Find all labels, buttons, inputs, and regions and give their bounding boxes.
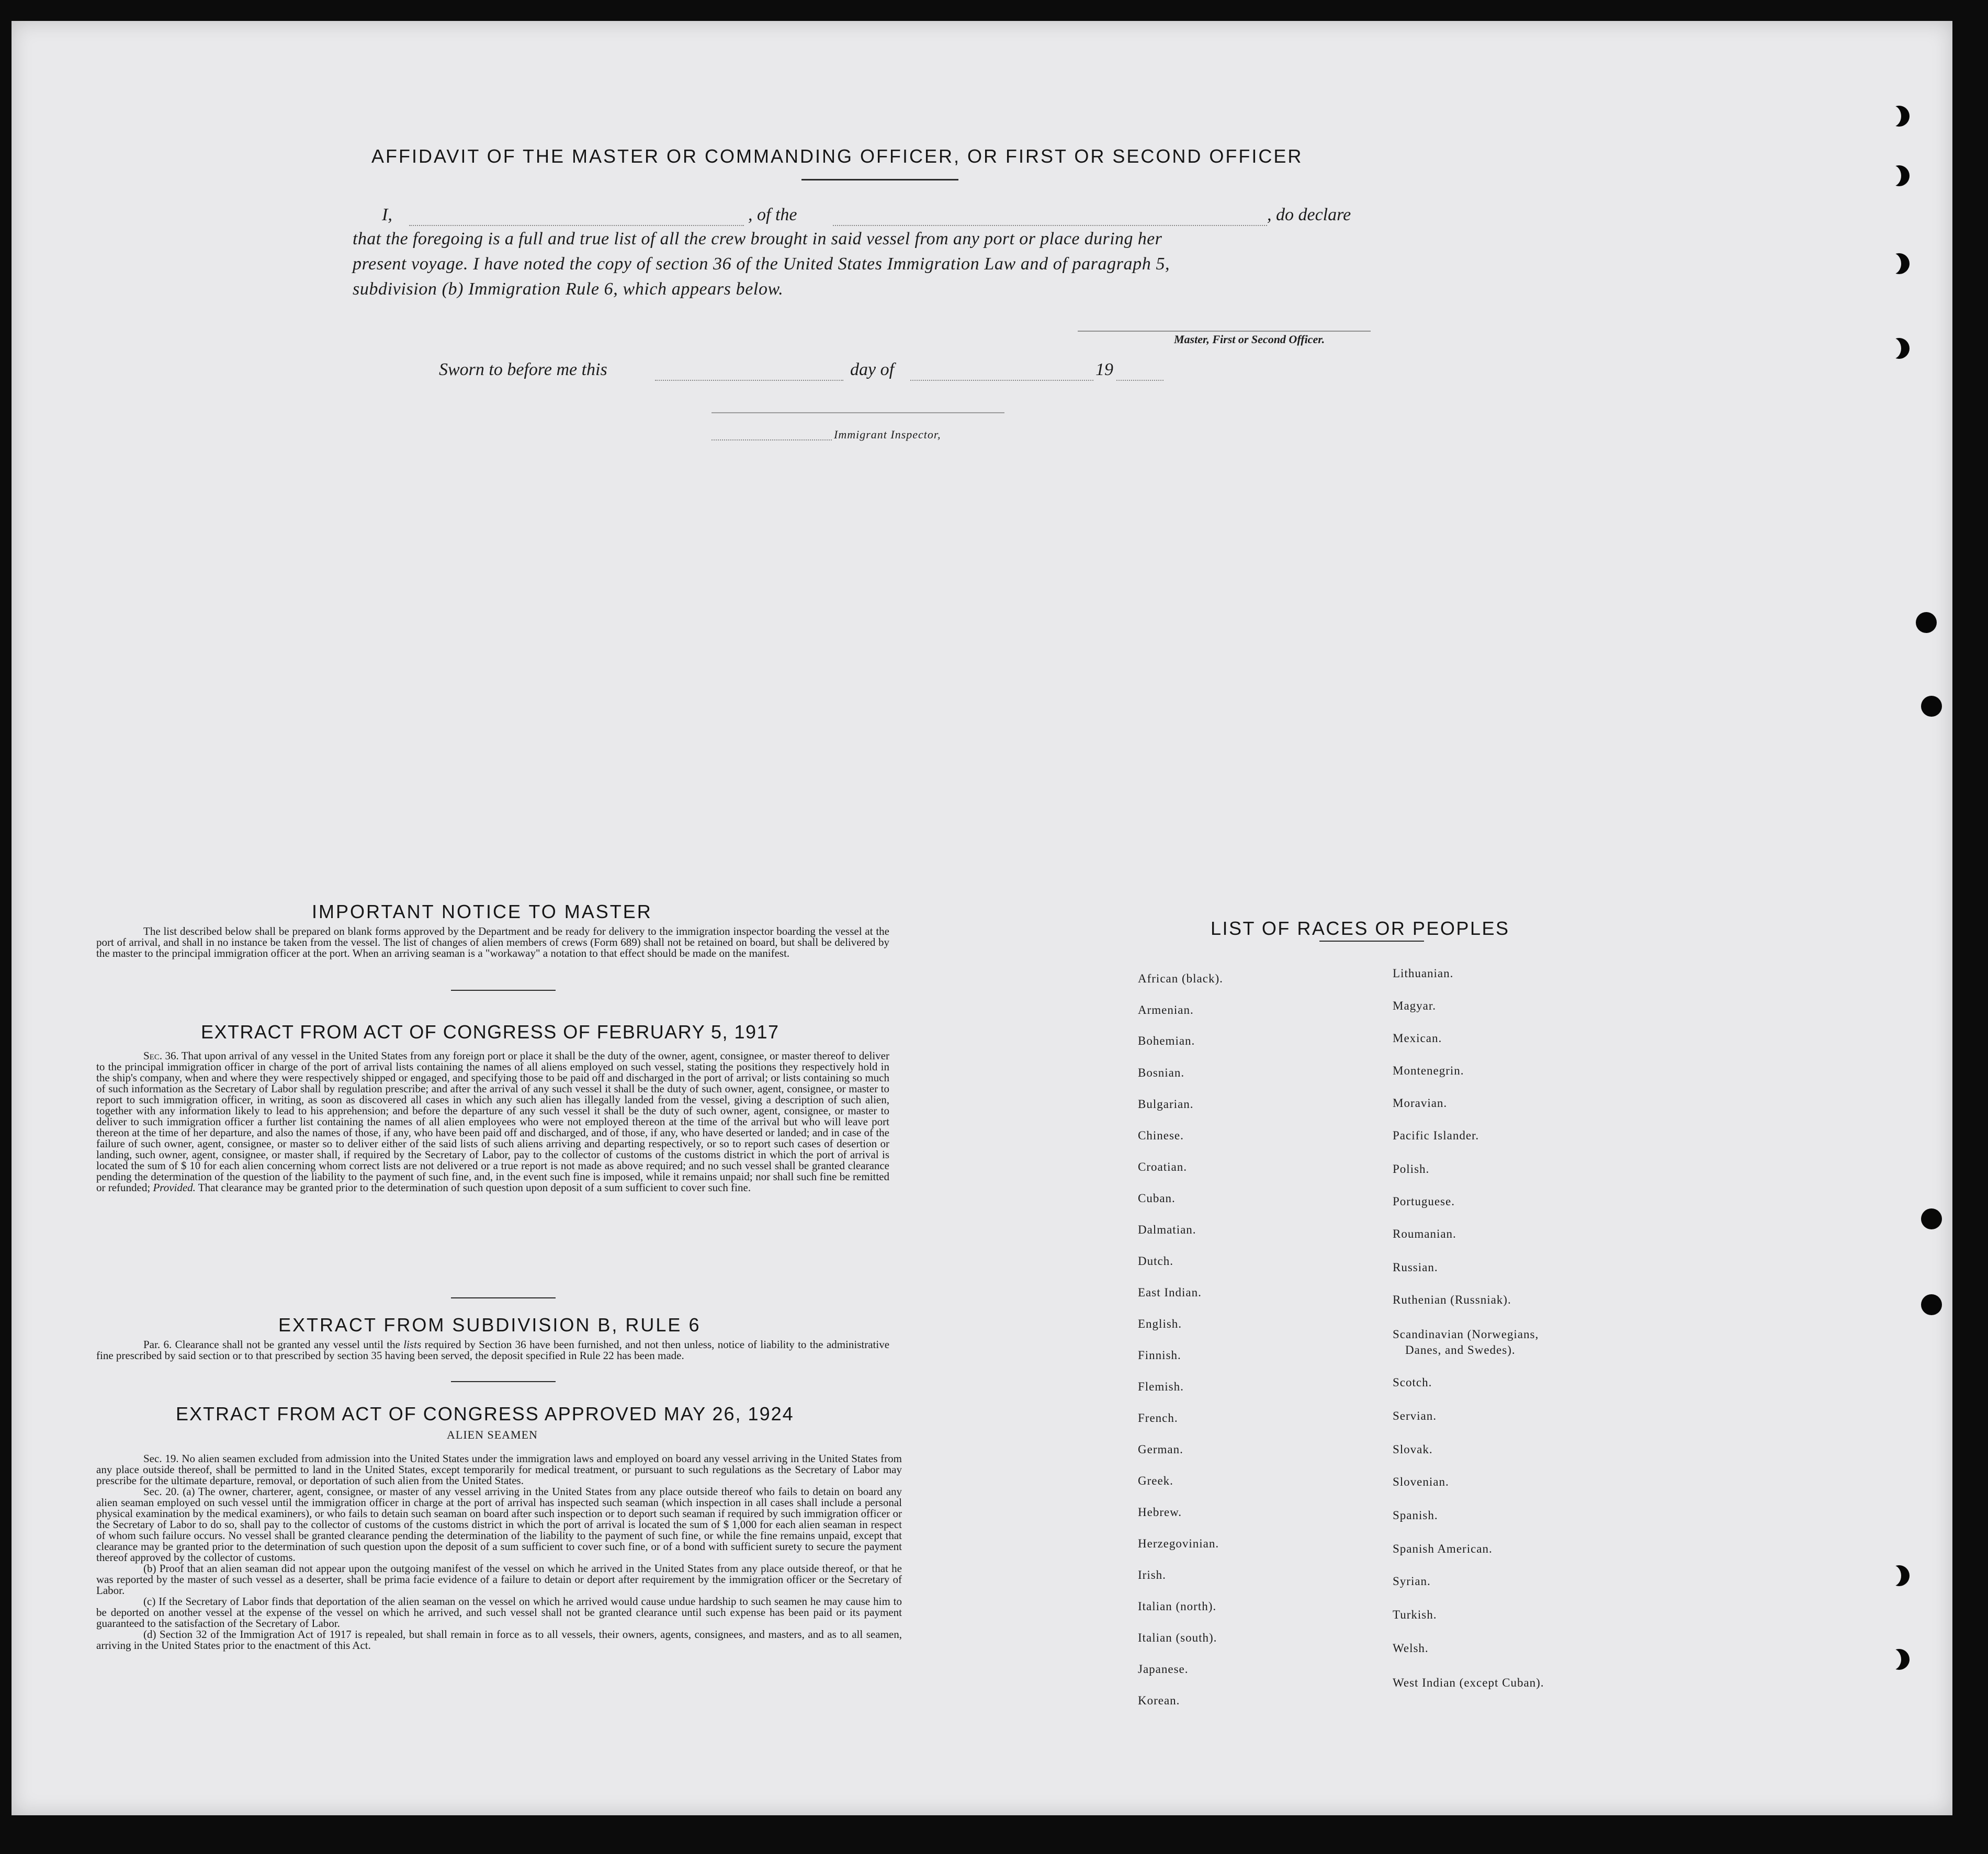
sec-20-c: (c) If the Secretary of Labor finds that deportation of the alien seaman on the vessel on which he arrived would cause undue hardship to such seamen he may cause him to be deported on another vessel at the expense of the vessel on which he arrived, and such vessel shall not be granted clearance until such expense has been paid or its payment guaranteed to the satisfaction of the Secretary of Labor. (96, 1595, 902, 1630)
race-item: Magyar. (1393, 999, 1437, 1012)
punch-hole (1889, 253, 1910, 274)
race-item: Mexican. (1393, 1032, 1442, 1045)
rule-6-text-b: required by Section 36 have been furnished, and not then unless, notice of liability to the administrative fine prescribed by said section or to that prescribed by section 35 having been served, the deposit specified in Rule 22 has been made. (96, 1338, 890, 1362)
race-item: Korean. (1138, 1694, 1180, 1707)
affidavit-line-3: present voyage. I have noted the copy of section 36 of the United States Immigration Law and of paragraph 5, (353, 254, 1170, 274)
affidavit-line-1 (382, 205, 392, 225)
affidavit-i: I, (382, 205, 392, 224)
extract-1917-rule (451, 1297, 556, 1298)
race-item: Pacific Islander. (1393, 1129, 1479, 1142)
race-item: Roumanian. (1393, 1227, 1456, 1240)
races-title-rule (1319, 941, 1424, 942)
sec-36-body: That upon arrival of any vessel in the United States from any foreign port or place it shall be the duty of the owner, agent, consignee, or master thereof to deliver to the principal immigration officer in charge of the port of arrival lists containing the names of all aliens employed on such vessel, stating the positions they respectively hold in the ship's company, when and where they were respectively shipped or engaged, and specifying those to be paid off and discharged in the port of arrival; or lists containing so much of such information as the Secretary of Labor shall by regulation prescribe; and after the arrival of any such vessel it shall be the duty of such owner, agent, consignee, or master to report to such immigration officer, in writing, as soon as discovered all cases in which any such alien has illegally landed from the vessel, giving a description of such alien, together with any information likely to lead to his apprehension; and before the departure of any such vessel it shall be the duty of such owner, agent, consignee, or master to deliver to such immigration officer a further list containing the names of all alien employees who were not employed thereon at the time of the arrival but who will leave port thereon at the time of her departure, and also the names of those, if any, who have been paid off and discharged, and of those, if any, who have deserted or landed; and in case of the failure of such owner, agent, consignee, or master so to deliver either of the said lists of such aliens arriving and departing respectively, or so to report such cases of desertion or landing, such owner, agent, consignee, or master shall, if required by the Secretary of Labor, pay to the collector of customs of the customs district in which the port of arrival is located the sum of $ 10 for each alien concerning whom correct lists are not delivered or a true report is not made as above required; and no such vessel shall be granted clearance pending the determination of the question of the liability to the payment of such fine, and, in the event such fine is imposed, while it remains unpaid; nor shall such fine be remitted or refunded; (96, 1049, 889, 1194)
race-item: African (black). (1138, 972, 1223, 985)
race-item: Slovenian. (1393, 1475, 1449, 1488)
par-6-label: Par. 6. (143, 1338, 172, 1351)
race-item: Danes, and Swedes). (1405, 1343, 1516, 1356)
master-signature-line[interactable] (1078, 331, 1371, 332)
race-item: Montenegrin. (1393, 1064, 1464, 1077)
race-item: Bohemian. (1138, 1034, 1195, 1047)
race-item: Flemish. (1138, 1380, 1184, 1393)
sec-20-a: (a) The owner, charterer, agent, consignee, or master of any vessel arriving in the United States from any place outside thereof who fails to detain on board any alien seaman employed on such vessel until the immigration officer in charge at the port of arrival has inspected such seaman (which inspection in all cases shall include a personal physical examination by the medical examiners), or who fails to detain such seaman on board after such inspection or to deport such seaman if required by such immigration officer or the Secretary of Labor to do so, shall pay to the collector of customs of the customs district in which the port of arrival is located the sum of $ 1,000 for each alien seaman in respect of whom such failure occurs. No vessel shall be granted clearance pending the determination of the liability to the payment of such fine, or while the fine remains unpaid, except that clearance may be granted prior to the determination of such question upon the deposit of a sum sufficient to cover such fine, or of a bond with sufficient surety to secure the payment thereof approved by the collector of customs. (96, 1485, 902, 1564)
punch-hole (1889, 106, 1910, 127)
inspector-signature-line[interactable] (711, 412, 1004, 413)
sec-20-label: Sec. 20. (143, 1485, 179, 1498)
notice-text: The list described below shall be prepared on blank forms approved by the Department and be ready for delivery to the immigration inspector boarding the vessel at the port of arrival, and shall in no instance be taken from the vessel. The list of changes of alien members of crews (Form 689) shall not be retained on board, but shall be delivered by the master to the principal immigration officer at the port. When an arriving seaman is a "workaway" a notation to that effect should be made on the manifest. (96, 925, 889, 959)
race-item: Chinese. (1138, 1129, 1184, 1142)
race-item: Irish. (1138, 1568, 1166, 1581)
punch-hole (1889, 165, 1910, 186)
race-item: French. (1138, 1411, 1178, 1425)
race-item: West Indian (except Cuban). (1393, 1676, 1544, 1689)
name-field[interactable] (409, 225, 744, 226)
master-signature-caption: Master, First or Second Officer. (1174, 333, 1325, 346)
rule-6-text-a: Clearance shall not be granted any vessel until the (175, 1338, 400, 1351)
document-page (12, 21, 1952, 1815)
of-the-label: , of the (748, 205, 797, 224)
race-item: Bulgarian. (1138, 1098, 1194, 1111)
race-item: Croatian. (1138, 1160, 1187, 1173)
punch-hole (1921, 696, 1942, 717)
race-item: Portuguese. (1393, 1195, 1455, 1208)
do-declare-label: , do declare (1267, 205, 1351, 224)
rule-6-title: EXTRACT FROM SUBDIVISION B, RULE 6 (278, 1314, 701, 1336)
affidavit-line-2: that the foregoing is a full and true list of all the crew brought in said vessel from any port or place during her (353, 229, 1162, 248)
race-item: Spanish. (1393, 1509, 1438, 1522)
race-item: Moravian. (1393, 1096, 1448, 1110)
race-item: Italian (south). (1138, 1631, 1217, 1644)
race-item: Russian. (1393, 1261, 1438, 1274)
sec-19-body: No alien seamen excluded from admission into the United States under the immigration laws and employed on board any vessel arriving in the United States from any place outside thereof, shall be permitted to land in the United States, except temporarily for medical treatment, or pursuant to such regulations as the Secretary of Labor may prescribe for the ultimate departure, removal, or deportation of such alien from the United States. (96, 1452, 902, 1487)
race-item: Dalmatian. (1138, 1223, 1196, 1236)
punch-hole (1921, 1294, 1942, 1315)
race-item: Armenian. (1138, 1003, 1194, 1016)
year-prefix: 19 (1095, 360, 1113, 379)
sec-36-label: Sec. 36. (143, 1049, 179, 1062)
sec-20-b: (b) Proof that an alien seaman did not appear upon the outgoing manifest of the vessel on which he arrived in the United States from any place outside thereof, or that he was reported by the master of such vessel as a deserter, shall be prima facie evidence of a failure to detain or deport after requirement by the immigration officer or the Secretary of Labor. (96, 1562, 902, 1597)
race-item: Welsh. (1393, 1642, 1429, 1655)
notice-rule (451, 990, 556, 991)
races-title: LIST OF RACES OR PEOPLES (1211, 918, 1510, 939)
inspector-caption: Immigrant Inspector, (834, 428, 941, 441)
race-item: Scandinavian (Norwegians, (1393, 1328, 1539, 1341)
vessel-field[interactable] (833, 225, 1267, 226)
race-item: German. (1138, 1443, 1183, 1456)
sec-20-d: (d) Section 32 of the Immigration Act of 1917 is repealed, but shall remain in force as to all vessels, their owners, agents, consignees, and masters, and as to all seamen, arriving in the United States prior to the enactment of this Act. (96, 1628, 902, 1652)
extract-1917-title: EXTRACT FROM ACT OF CONGRESS OF FEBRUARY 5, 1917 (201, 1021, 780, 1043)
race-item: Cuban. (1138, 1192, 1176, 1205)
punch-hole (1889, 338, 1910, 359)
race-item: Scotch. (1393, 1376, 1432, 1389)
punch-hole (1921, 1208, 1942, 1229)
extract-1917-text (96, 1050, 889, 1193)
affidavit-title: AFFIDAVIT OF THE MASTER OR COMMANDING OFFICER, OR FIRST OR SECOND OFFICER (371, 145, 1303, 167)
race-item: Japanese. (1138, 1663, 1189, 1676)
race-item: Servian. (1393, 1409, 1437, 1422)
race-item: Italian (north). (1138, 1600, 1217, 1613)
alien-seamen-subtitle: ALIEN SEAMEN (447, 1428, 538, 1441)
sworn-month-field[interactable] (910, 380, 1093, 381)
affidavit-line-4: subdivision (b) Immigration Rule 6, which appears below. (353, 279, 784, 299)
race-item: Hebrew. (1138, 1506, 1182, 1519)
race-item: Syrian. (1393, 1575, 1431, 1588)
race-item: Turkish. (1393, 1608, 1437, 1621)
race-item: Ruthenian (Russniak). (1393, 1293, 1511, 1306)
race-item: Herzegovinian. (1138, 1537, 1219, 1550)
affidavit-title-rule (801, 179, 958, 180)
punch-hole (1889, 1649, 1910, 1670)
punch-hole (1889, 1565, 1910, 1586)
sworn-year-field[interactable] (1116, 380, 1164, 381)
race-item: Slovak. (1393, 1443, 1433, 1456)
sworn-label: Sworn to before me this (439, 360, 607, 379)
notice-title: IMPORTANT NOTICE TO MASTER (312, 901, 652, 922)
inspector-prefix-line (711, 439, 832, 440)
race-item: Spanish American. (1393, 1542, 1493, 1555)
sworn-day-field[interactable] (655, 380, 843, 381)
race-item: Greek. (1138, 1474, 1173, 1487)
sec-19-label: Sec. 19. (143, 1452, 179, 1465)
race-item: Polish. (1393, 1162, 1430, 1175)
punch-hole (1916, 612, 1937, 633)
sec-36-end: That clearance may be granted prior to the determination of such question upon deposit of a sum sufficient to cover such fine. (198, 1181, 751, 1194)
extract-1924-title: EXTRACT FROM ACT OF CONGRESS APPROVED MAY 26, 1924 (176, 1403, 794, 1425)
race-item: English. (1138, 1317, 1182, 1330)
race-item: Dutch. (1138, 1254, 1173, 1268)
race-item: East Indian. (1138, 1286, 1202, 1299)
rule-6-text (96, 1339, 889, 1361)
race-item: Bosnian. (1138, 1066, 1185, 1079)
day-of-label: day of (850, 360, 895, 379)
rule-6-rule (451, 1381, 556, 1382)
provided-word: Provided. (153, 1181, 196, 1194)
extract-1924-text (96, 1453, 902, 1651)
race-item: Finnish. (1138, 1349, 1181, 1362)
race-item: Lithuanian. (1393, 967, 1454, 980)
lists-word: lists (403, 1338, 422, 1351)
